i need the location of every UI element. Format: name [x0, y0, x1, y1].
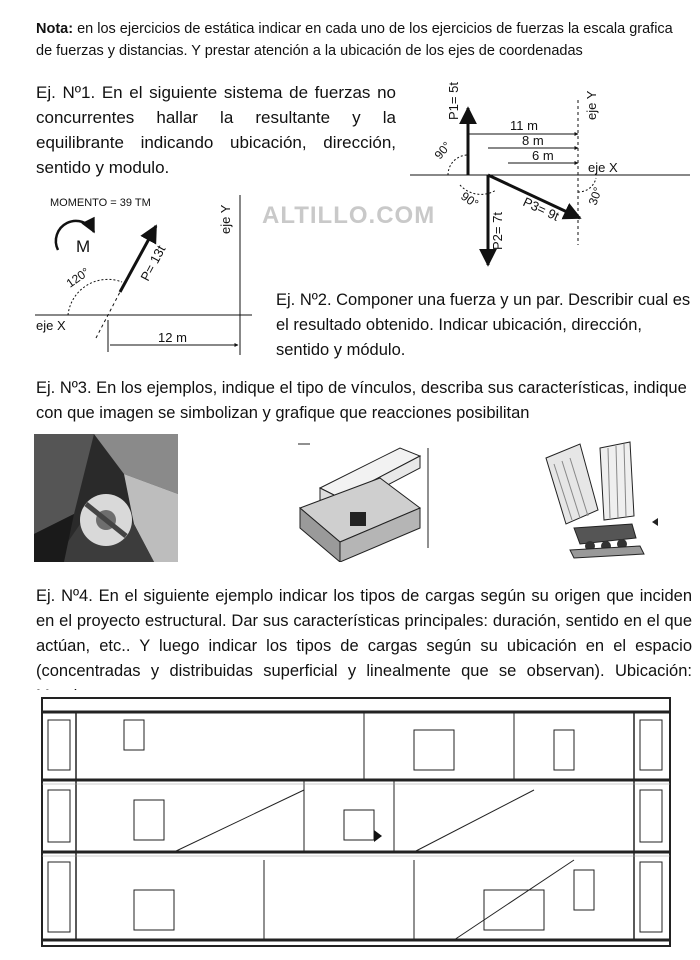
figure-2-force-moment	[30, 190, 256, 360]
fig2-m-label: M	[76, 237, 91, 256]
fig1-eje-x-label: eje X	[588, 160, 618, 175]
fig2-eje-y-label: eje Y	[218, 204, 233, 234]
fig1-p1-label: P1= 5t	[446, 82, 461, 120]
fig1-arc-90a	[448, 155, 468, 175]
note-text: en los ejercicios de estática indicar en cada uno de los ejercicios de fuerzas la escala grafica de fuerzas y distancias. Y prestar atención a la ubicación de los ejes de coordenadas	[36, 21, 673, 59]
fig2-p-label: P= 13t	[137, 242, 169, 284]
note-label: Nota:	[36, 21, 74, 37]
exercise-3-text: Ej. Nº3. En los ejemplos, indique el tipo de vínculos, describa sus características, indique con que imagen se simbolizan y grafique que reacciones posibilitan	[36, 379, 687, 422]
figure-1-force-system	[400, 80, 696, 280]
exercise-1-text: Ej. Nº1. En el siguiente sistema de fuerzas no concurrentes hallar la resultante y la equilibrante indicando ubicación, dirección, sentido y modulo.	[36, 83, 396, 177]
building-section-drawing	[34, 690, 680, 952]
fig1-ang90a-label: 90°	[431, 139, 454, 162]
pin-support-photo	[34, 434, 178, 562]
fig1-dim-6-label: 6 m	[532, 148, 554, 163]
altillo-watermark: ALTILLO.COM	[262, 202, 436, 229]
fig2-ang120-label: 120°	[63, 264, 93, 291]
fig1-p3-label: P3= 9t	[520, 194, 562, 224]
roller-support-drawing	[540, 434, 670, 564]
beam-support-drawing	[290, 438, 438, 562]
note-paragraph	[36, 18, 692, 62]
fig2-momento-label: MOMENTO = 39 TM	[50, 197, 151, 209]
fig1-eje-y-label: eje Y	[584, 90, 599, 120]
fig1-p2-label: P2= 7t	[490, 212, 505, 250]
fig1-dim-11-label: 11 m	[510, 118, 538, 133]
fig1-ang90b-label: 90°	[458, 188, 482, 211]
fig1-dim-8-label: 8 m	[522, 133, 544, 148]
fig2-eje-x-label: eje X	[36, 318, 66, 333]
exercise-2-text: Ej. Nº2. Componer una fuerza y un par. Describir cual es el resultado obtenido. Indicar ubicación, dirección, sentido y módulo.	[276, 291, 691, 359]
fig1-ang30-label: 30°	[585, 185, 606, 208]
fig2-dim-12-label: 12 m	[158, 330, 187, 345]
exercise-4-text: Ej. Nº4. En el siguiente ejemplo indicar los tipos de cargas según su origen que inciden en el proyecto estructural. Dar sus características principales: duración, sentido en el que actúan, etc.. Y luego indicar los tipos de cargas según su ubicación en el espacio (concentradas y distribuidas superficial y linealmente que se observan). Ubicación:	[36, 587, 692, 680]
